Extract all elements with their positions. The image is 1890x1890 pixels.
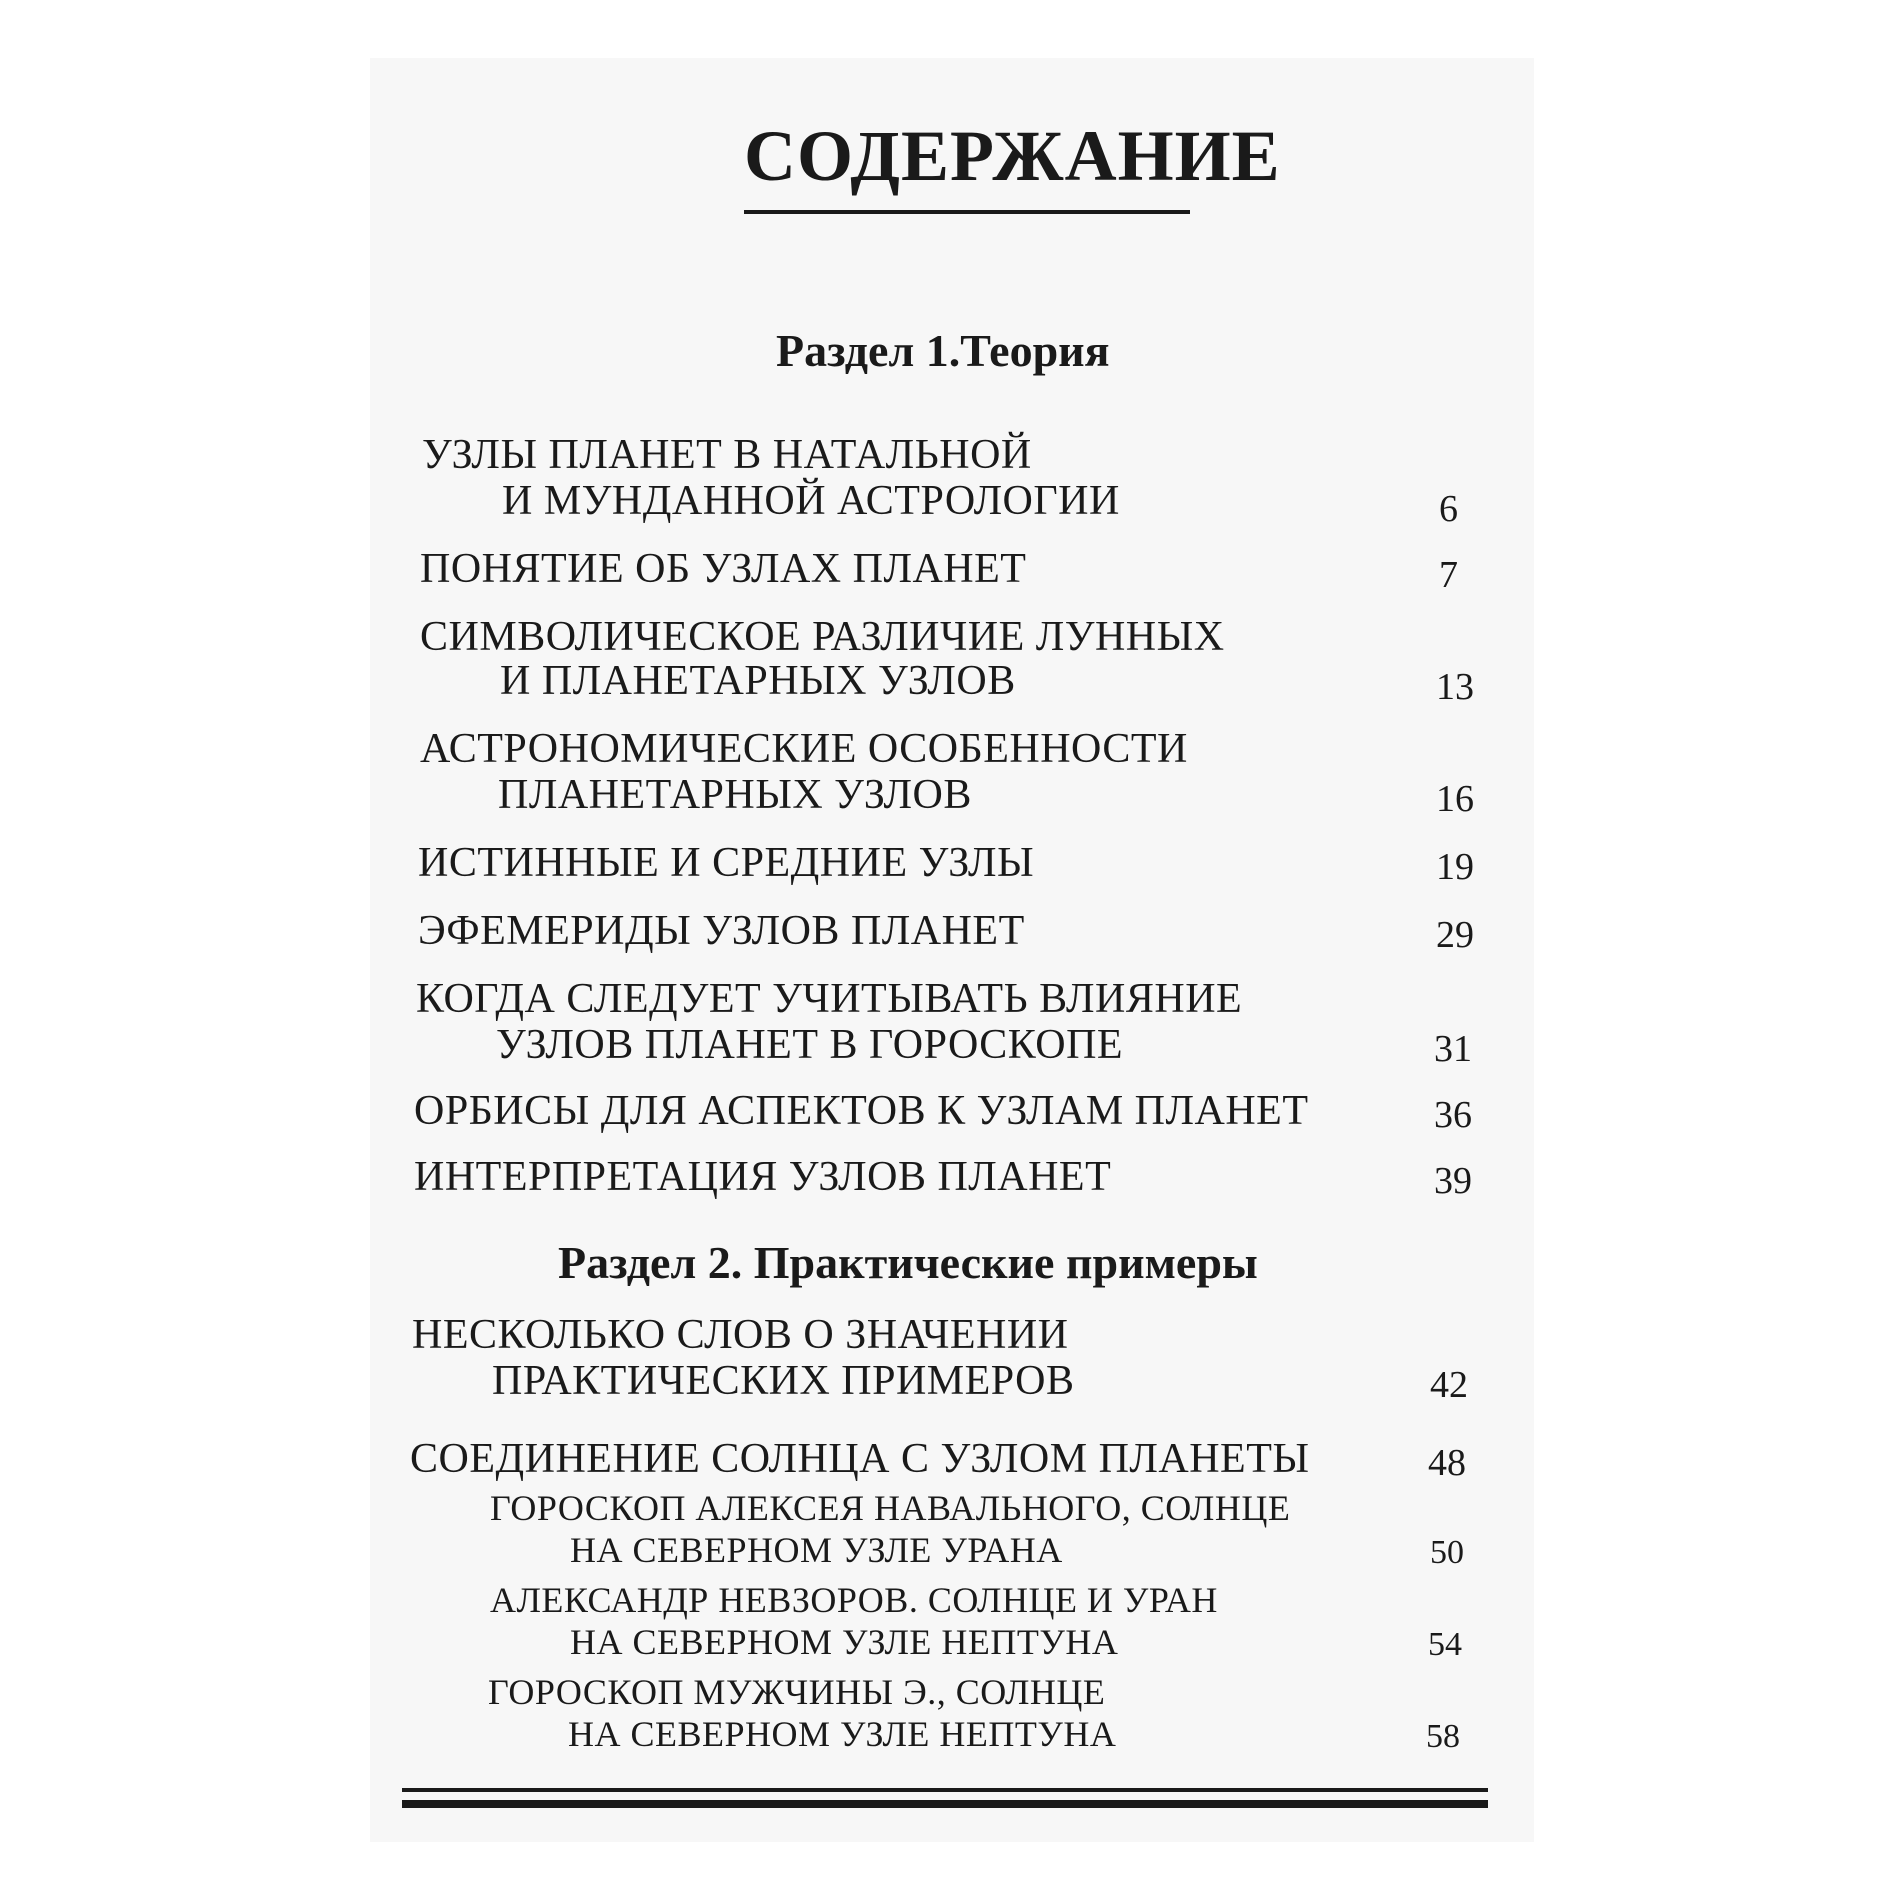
section-heading: Раздел 2. Практические примеры bbox=[558, 1237, 1258, 1288]
toc-page-number: 19 bbox=[1436, 846, 1474, 888]
toc-page-number: 16 bbox=[1436, 778, 1474, 820]
toc-entry-line: ЭФЕМЕРИДЫ УЗЛОВ ПЛАНЕТ bbox=[418, 908, 1025, 954]
toc-subentry-line: НА СЕВЕРНОМ УЗЛЕ НЕПТУНА bbox=[568, 1714, 1117, 1754]
toc-page-number: 36 bbox=[1434, 1094, 1472, 1136]
toc-page-number: 42 bbox=[1430, 1364, 1468, 1406]
toc-entry-line: ИНТЕРПРЕТАЦИЯ УЗЛОВ ПЛАНЕТ bbox=[414, 1154, 1112, 1200]
toc-entry-line: ПРАКТИЧЕСКИХ ПРИМЕРОВ bbox=[492, 1358, 1075, 1404]
toc-page-number: 48 bbox=[1428, 1442, 1466, 1484]
section-heading: Раздел 1.Теория bbox=[776, 325, 1110, 376]
toc-subentry-line: НА СЕВЕРНОМ УЗЛЕ НЕПТУНА bbox=[570, 1622, 1119, 1662]
toc-entry-line: УЗЛЫ ПЛАНЕТ В НАТАЛЬНОЙ bbox=[422, 432, 1032, 478]
toc-entry-line: ИСТИННЫЕ И СРЕДНИЕ УЗЛЫ bbox=[418, 840, 1035, 886]
toc-page-number: 54 bbox=[1428, 1626, 1462, 1663]
toc-subentry-line: ГОРОСКОП АЛЕКСЕЯ НАВАЛЬНОГО, СОЛНЦЕ bbox=[490, 1488, 1291, 1528]
toc-entry-line: АСТРОНОМИЧЕСКИЕ ОСОБЕННОСТИ bbox=[420, 726, 1188, 772]
toc-subentry-line: НА СЕВЕРНОМ УЗЛЕ УРАНА bbox=[570, 1530, 1063, 1570]
footer-rule-thin bbox=[402, 1788, 1488, 1792]
toc-page-number: 6 bbox=[1439, 488, 1458, 530]
footer-rule-thick bbox=[402, 1800, 1488, 1808]
toc-entry-line: СОЕДИНЕНИЕ СОЛНЦА С УЗЛОМ ПЛАНЕТЫ bbox=[410, 1436, 1310, 1482]
toc-page-number: 39 bbox=[1434, 1160, 1472, 1202]
toc-page-number: 58 bbox=[1426, 1718, 1460, 1755]
toc-subentry-line: АЛЕКСАНДР НЕВЗОРОВ. СОЛНЦЕ И УРАН bbox=[490, 1580, 1218, 1620]
toc-entry-line: И МУНДАННОЙ АСТРОЛОГИИ bbox=[502, 478, 1120, 524]
title-underline bbox=[744, 210, 1190, 214]
toc-page-number: 29 bbox=[1436, 914, 1474, 956]
toc-page-number: 13 bbox=[1436, 666, 1474, 708]
toc-entry-line: КОГДА СЛЕДУЕТ УЧИТЫВАТЬ ВЛИЯНИЕ bbox=[416, 976, 1243, 1022]
toc-page-number: 31 bbox=[1434, 1028, 1472, 1070]
toc-subentry-line: ГОРОСКОП МУЖЧИНЫ Э., СОЛНЦЕ bbox=[488, 1672, 1106, 1712]
toc-entry-line: ПЛАНЕТАРНЫХ УЗЛОВ bbox=[498, 772, 972, 818]
toc-page-number: 50 bbox=[1430, 1534, 1464, 1571]
toc-entry-line: СИМВОЛИЧЕСКОЕ РАЗЛИЧИЕ ЛУННЫХ bbox=[420, 614, 1225, 660]
page-title: СОДЕРЖАНИЕ bbox=[744, 116, 1281, 196]
toc-entry-line: ОРБИСЫ ДЛЯ АСПЕКТОВ К УЗЛАМ ПЛАНЕТ bbox=[414, 1088, 1309, 1134]
toc-page-number: 7 bbox=[1439, 554, 1458, 596]
toc-entry-line: УЗЛОВ ПЛАНЕТ В ГОРОСКОПЕ bbox=[496, 1022, 1124, 1068]
toc-entry-line: ПОНЯТИЕ ОБ УЗЛАХ ПЛАНЕТ bbox=[420, 546, 1027, 592]
toc-entry-line: НЕСКОЛЬКО СЛОВ О ЗНАЧЕНИИ bbox=[412, 1312, 1069, 1358]
toc-entry-line: И ПЛАНЕТАРНЫХ УЗЛОВ bbox=[500, 658, 1016, 704]
